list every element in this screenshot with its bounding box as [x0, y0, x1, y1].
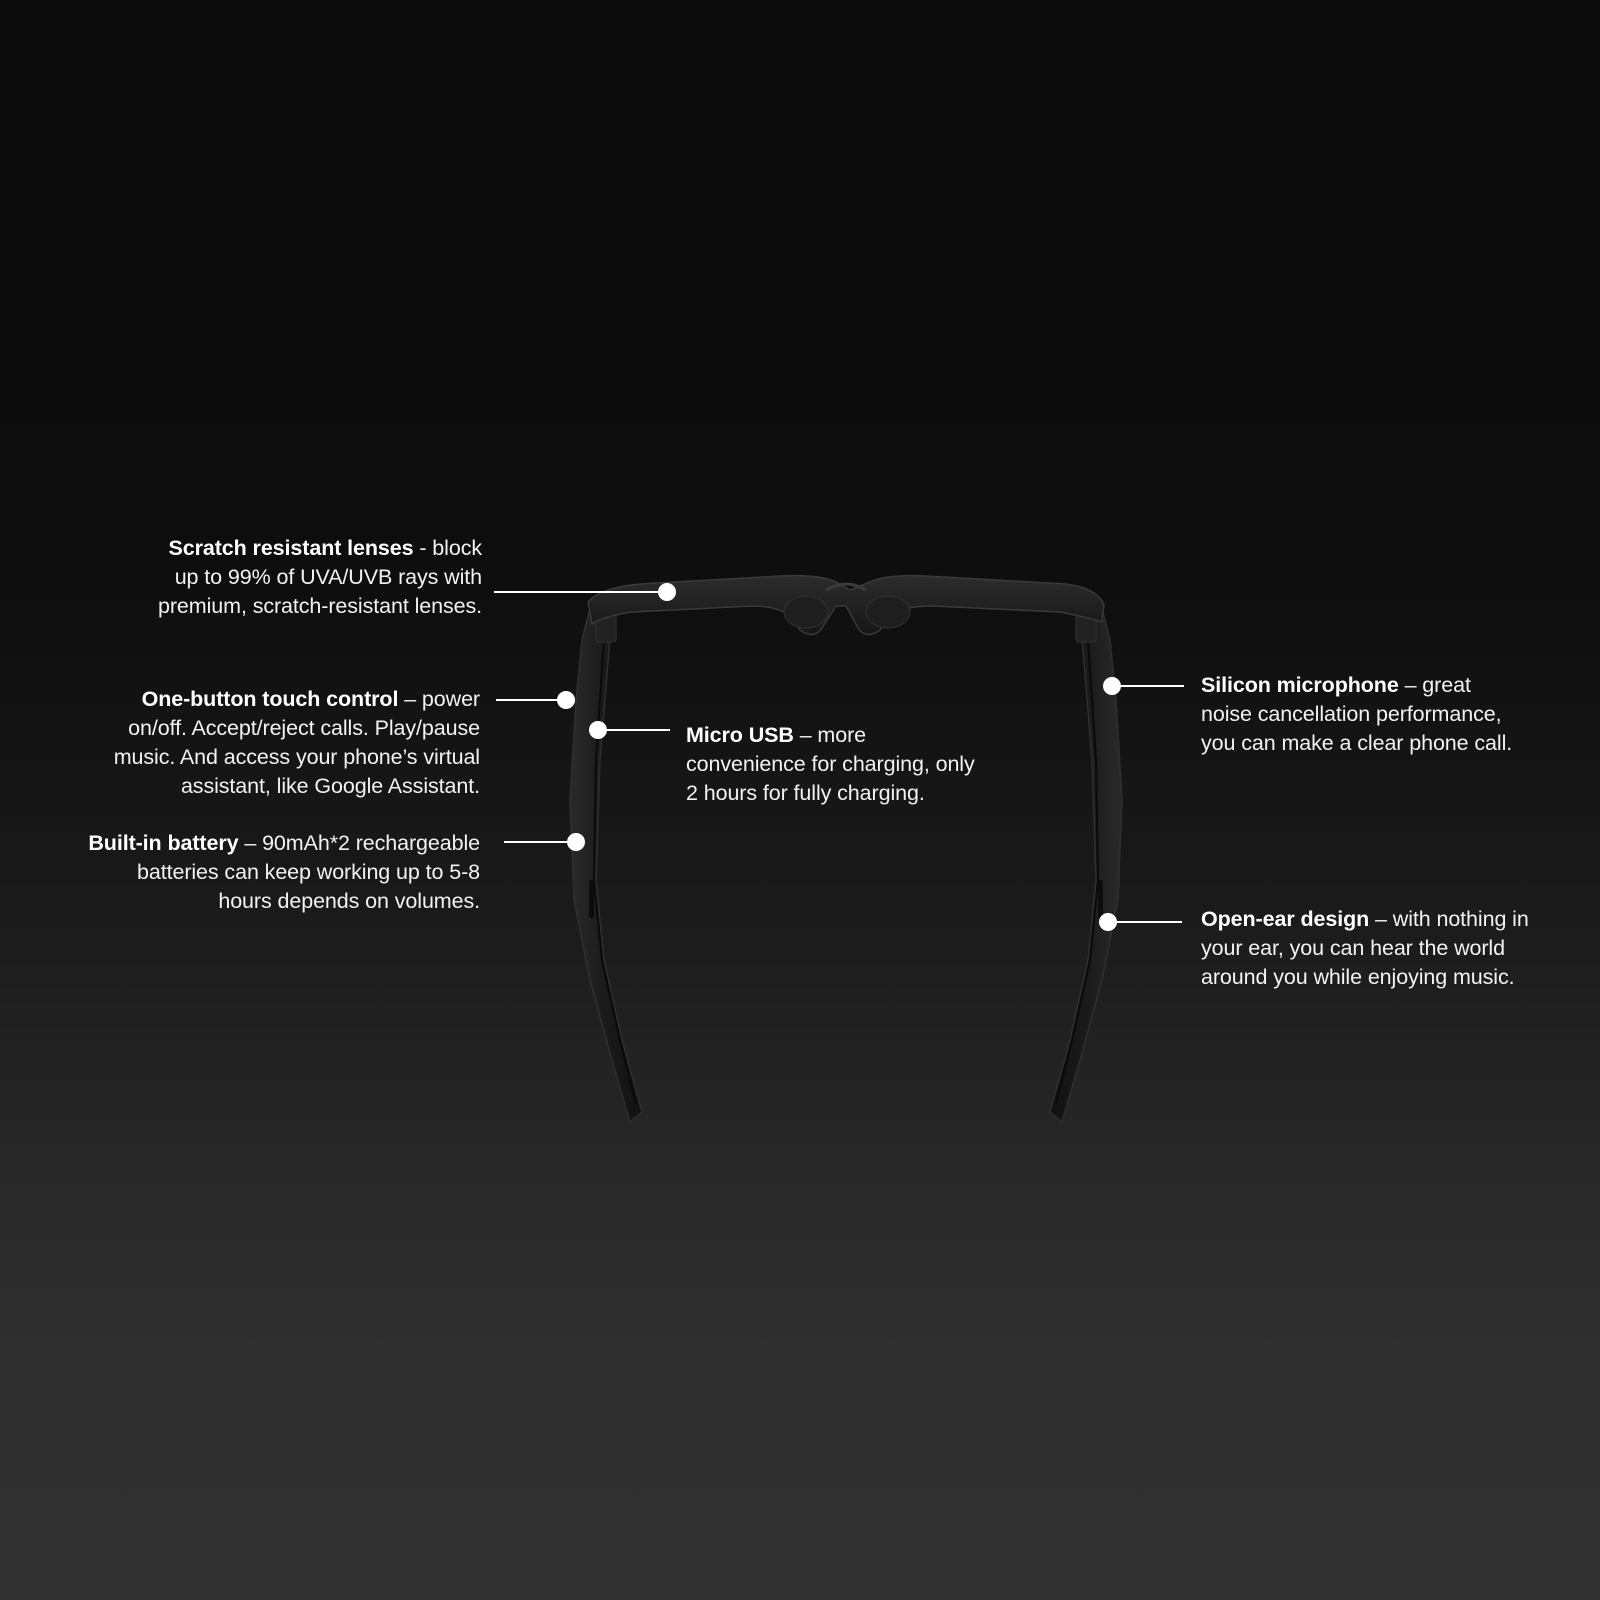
callout-lenses [158, 534, 482, 621]
callout-usb-line-3: 2 hours for fully charging. [686, 781, 925, 805]
leader-dot-battery [568, 834, 584, 850]
left-temple-arm [570, 600, 642, 1122]
leader-dot-usb [590, 722, 606, 738]
callout-lenses-line-1: - block [419, 536, 482, 560]
callout-usb-line-2: convenience for charging, only [686, 752, 975, 776]
callout-openear-title: Open-ear design [1201, 907, 1370, 931]
callout-battery-line-2: batteries can keep working up to 5-8 [137, 860, 480, 884]
callout-openear [1201, 905, 1529, 992]
callout-lenses-line-2: up to 99% of UVA/UVB rays with [174, 565, 482, 589]
callout-microphone-title: Silicon microphone [1201, 673, 1399, 697]
right-arm-button-slot [1098, 880, 1103, 918]
callout-openear-line-3: around you while enjoying music. [1201, 965, 1515, 989]
callout-battery [88, 829, 480, 916]
callout-battery-title: Built-in battery [88, 831, 239, 855]
callout-microphone [1201, 671, 1512, 758]
callout-battery-line-3: hours depends on volumes. [218, 889, 480, 913]
leader-dot-lenses [659, 584, 675, 600]
callout-usb-line-1: – more [799, 723, 867, 747]
callout-touch-title: One-button touch control [141, 687, 399, 711]
callout-touch [114, 685, 480, 801]
left-arm-button-slot [589, 880, 594, 918]
callout-touch-line-4: assistant, like Google Assistant. [180, 774, 480, 798]
callout-microphone-line-1: – great [1404, 673, 1471, 697]
callout-lenses-line-3: premium, scratch-resistant lenses. [158, 594, 482, 618]
callout-microphone-line-3: you can make a clear phone call. [1201, 731, 1513, 755]
callout-battery-line-1: – 90mAh*2 rechargeable [244, 831, 480, 855]
left-nose-pad [784, 596, 828, 628]
callout-usb-title: Micro USB [686, 723, 794, 747]
callout-usb [686, 721, 975, 808]
callout-microphone-line-2: noise cancellation performance, [1201, 702, 1502, 726]
leader-dot-microphone [1104, 678, 1120, 694]
leader-dot-openear [1100, 914, 1116, 930]
callout-touch-line-1: – power [404, 687, 480, 711]
callout-lenses-title: Scratch resistant lenses [168, 536, 414, 560]
right-nose-pad [866, 596, 910, 628]
callout-openear-line-1: – with nothing in [1375, 907, 1529, 931]
callout-touch-line-2: on/off. Accept/reject calls. Play/pause [128, 716, 480, 740]
callout-touch-line-3: music. And access your phone’s virtual [113, 745, 480, 769]
leader-dot-touch [558, 692, 574, 708]
callout-openear-line-2: your ear, you can hear the world [1201, 936, 1505, 960]
